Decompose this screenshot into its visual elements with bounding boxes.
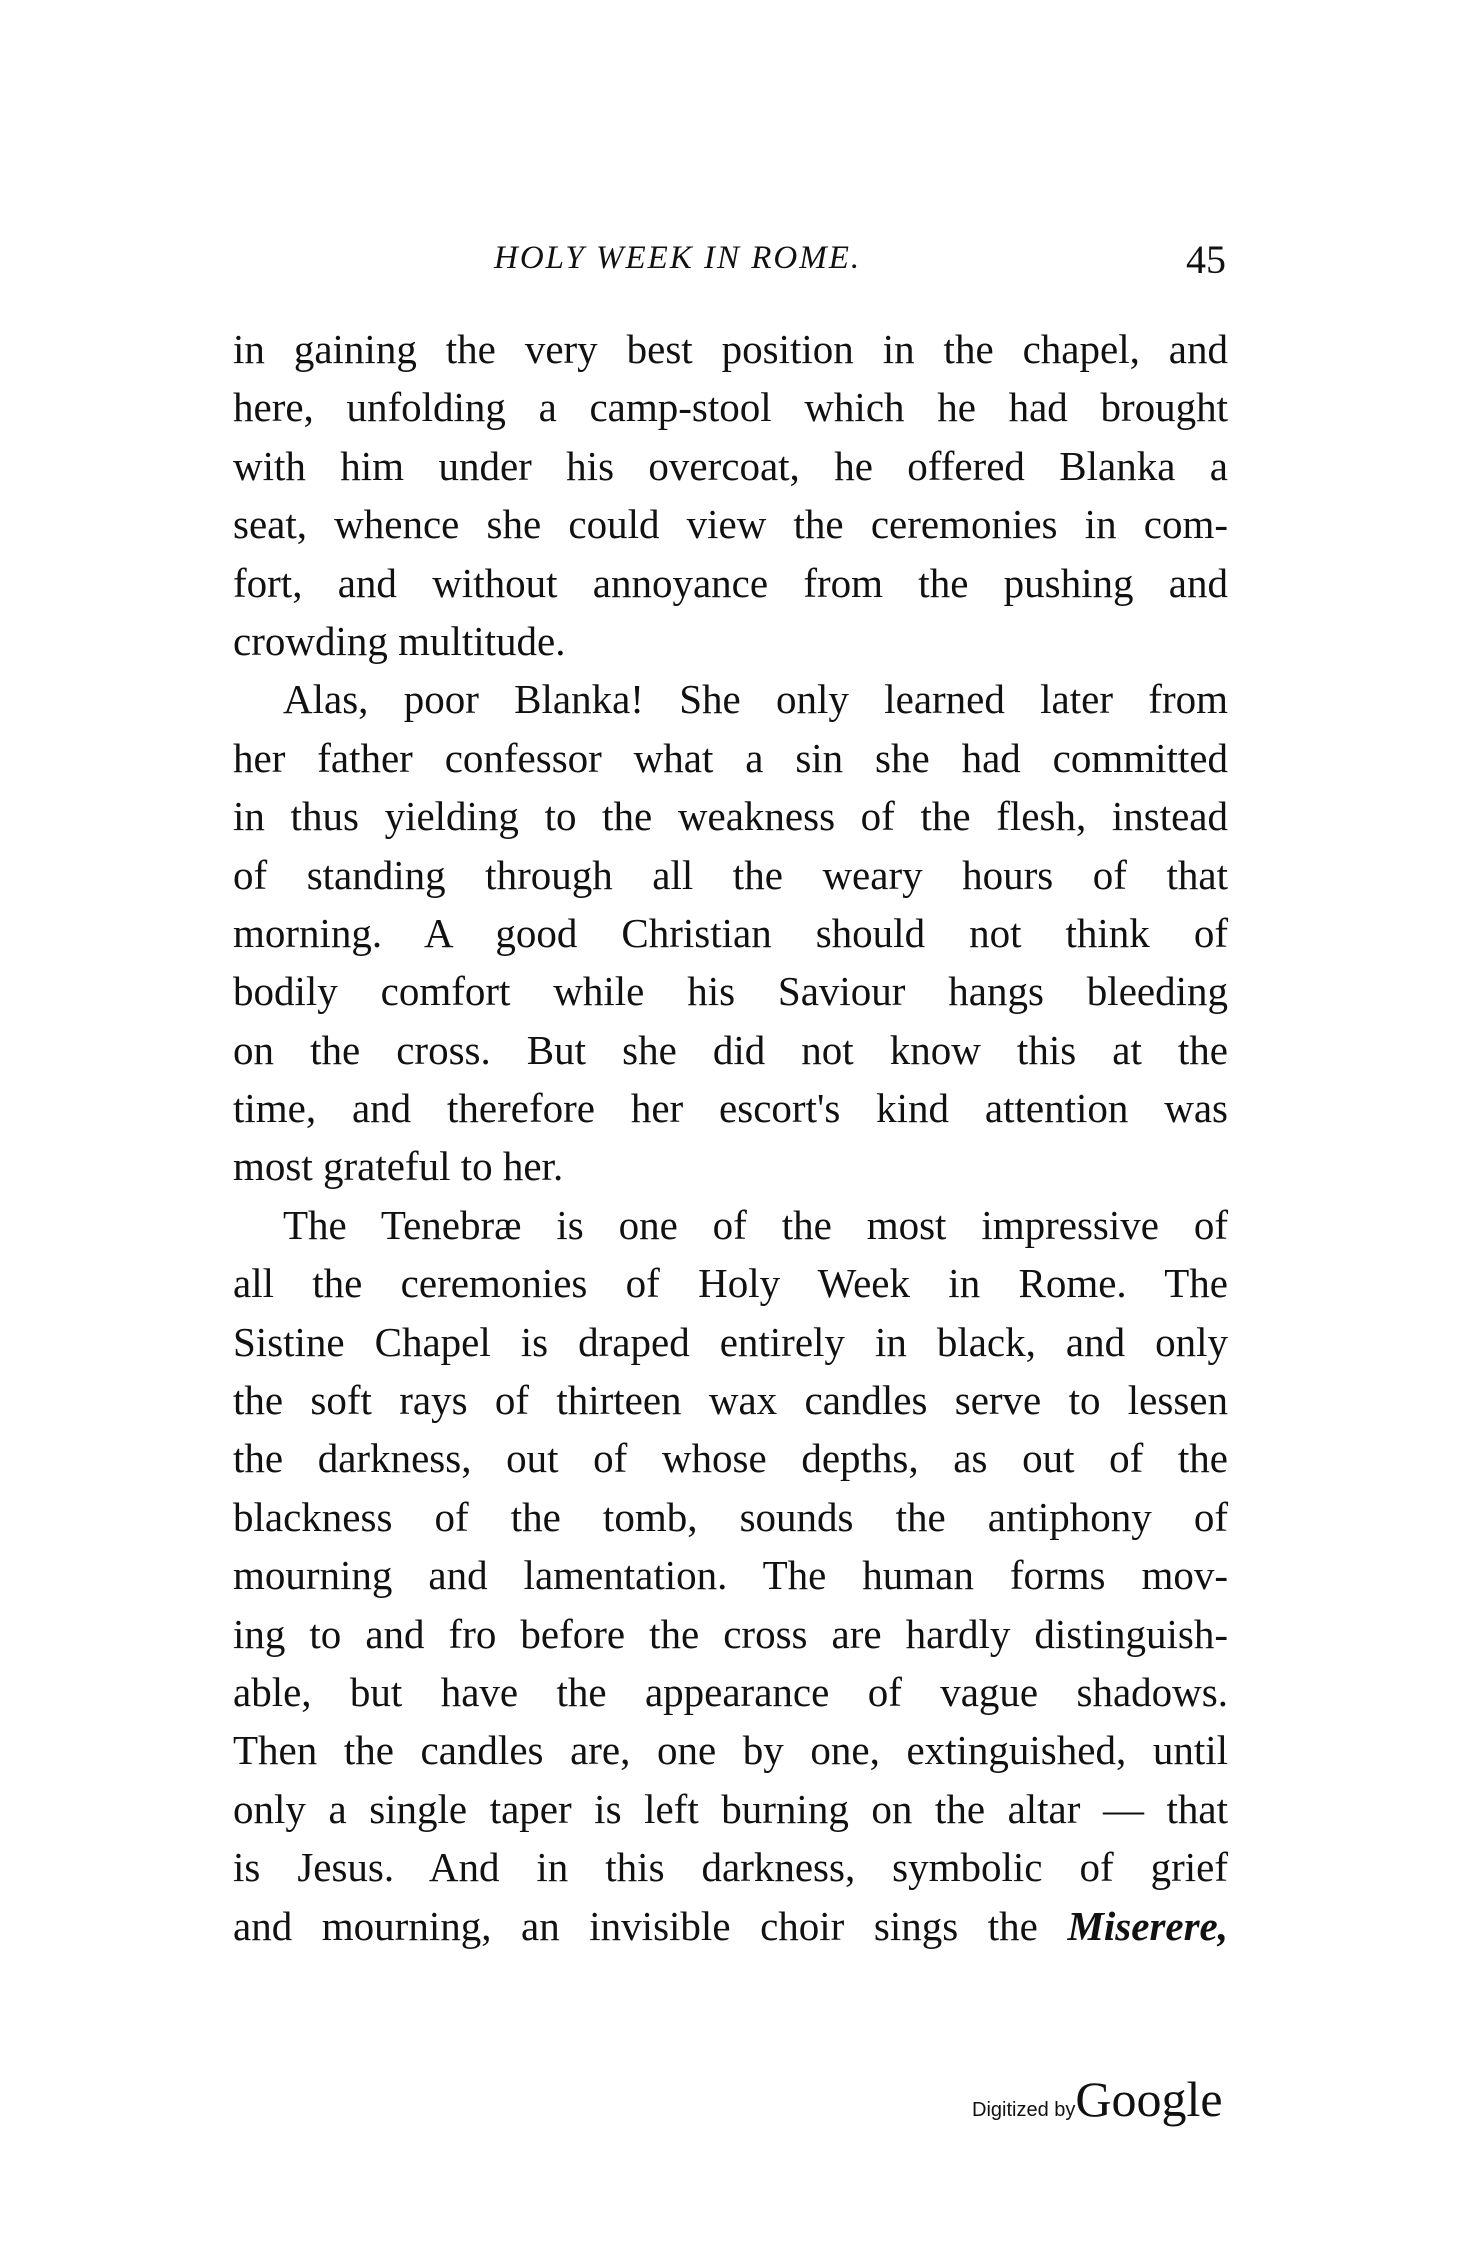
text-line <box>233 1897 1228 1955</box>
text-line: here, unfolding a camp-stool which he had brought <box>233 384 1228 431</box>
text-line: Alas, poor Blanka! She only learned later from <box>283 676 1228 723</box>
text-line: in thus yielding to the weakness of the flesh, instead <box>233 793 1228 840</box>
text-line: crowding multitude. <box>233 617 566 664</box>
digitized-by-label: Digitized by <box>972 2099 1076 2121</box>
text-line: morning. A good Christian should not think of <box>233 909 1228 956</box>
text-line: her father confessor what a sin she had committed <box>233 734 1228 781</box>
text-line: Then the candles are, one by one, extinguished, until <box>233 1727 1228 1774</box>
text-line: of standing through all the weary hours of that <box>233 851 1228 898</box>
text-line: on the cross. But she did not know this at the <box>233 1026 1228 1073</box>
text-line: time, and therefore her escort's kind attention was <box>233 1085 1228 1132</box>
google-logo: Google <box>1075 2071 1223 2127</box>
text-line: Sistine Chapel is draped entirely in black, and only <box>233 1318 1228 1365</box>
text-line: seat, whence she could view the ceremonies in com- <box>233 501 1228 548</box>
text-line: mourning and lamentation. The human forms mov- <box>233 1552 1228 1599</box>
paragraph <box>233 670 1228 1196</box>
text-line: all the ceremonies of Holy Week in Rome. The <box>233 1260 1228 1307</box>
text-line: bodily comfort while his Saviour hangs bleeding <box>233 968 1228 1015</box>
text-line: blackness of the tomb, sounds the antiphony of <box>233 1493 1228 1540</box>
text-line: the soft rays of thirteen wax candles serve to lessen <box>233 1377 1228 1424</box>
text-line: in gaining the very best position in the chapel, and <box>233 326 1228 372</box>
text-line: most grateful to her. <box>233 1143 564 1190</box>
digitized-watermark <box>972 2070 1223 2128</box>
text-line: with him under his overcoat, he offered Blanka a <box>233 442 1228 489</box>
text-line: The Tenebræ is one of the most impressive of <box>283 1201 1228 1248</box>
body-text <box>233 320 1228 1955</box>
text-span: and mourning, an invisible choir sings the <box>233 1902 1068 1949</box>
page-number: 45 <box>1186 237 1226 282</box>
paragraph <box>233 320 1228 670</box>
text-line: only a single taper is left burning on the altar — that <box>233 1785 1228 1832</box>
paragraph <box>233 1196 1228 1955</box>
text-line: is Jesus. And in this darkness, symbolic of grief <box>233 1844 1228 1891</box>
text-line: able, but have the appearance of vague shadows. <box>233 1668 1228 1715</box>
text-line: fort, and without annoyance from the pushing and <box>233 559 1228 606</box>
text-line: the darkness, out of whose depths, as out of the <box>233 1435 1228 1482</box>
emphasized-word: Miserere, <box>1067 1902 1228 1949</box>
running-header: HOLY WEEK IN ROME. <box>494 240 862 276</box>
text-line: ing to and fro before the cross are hardly distinguish- <box>233 1610 1228 1657</box>
